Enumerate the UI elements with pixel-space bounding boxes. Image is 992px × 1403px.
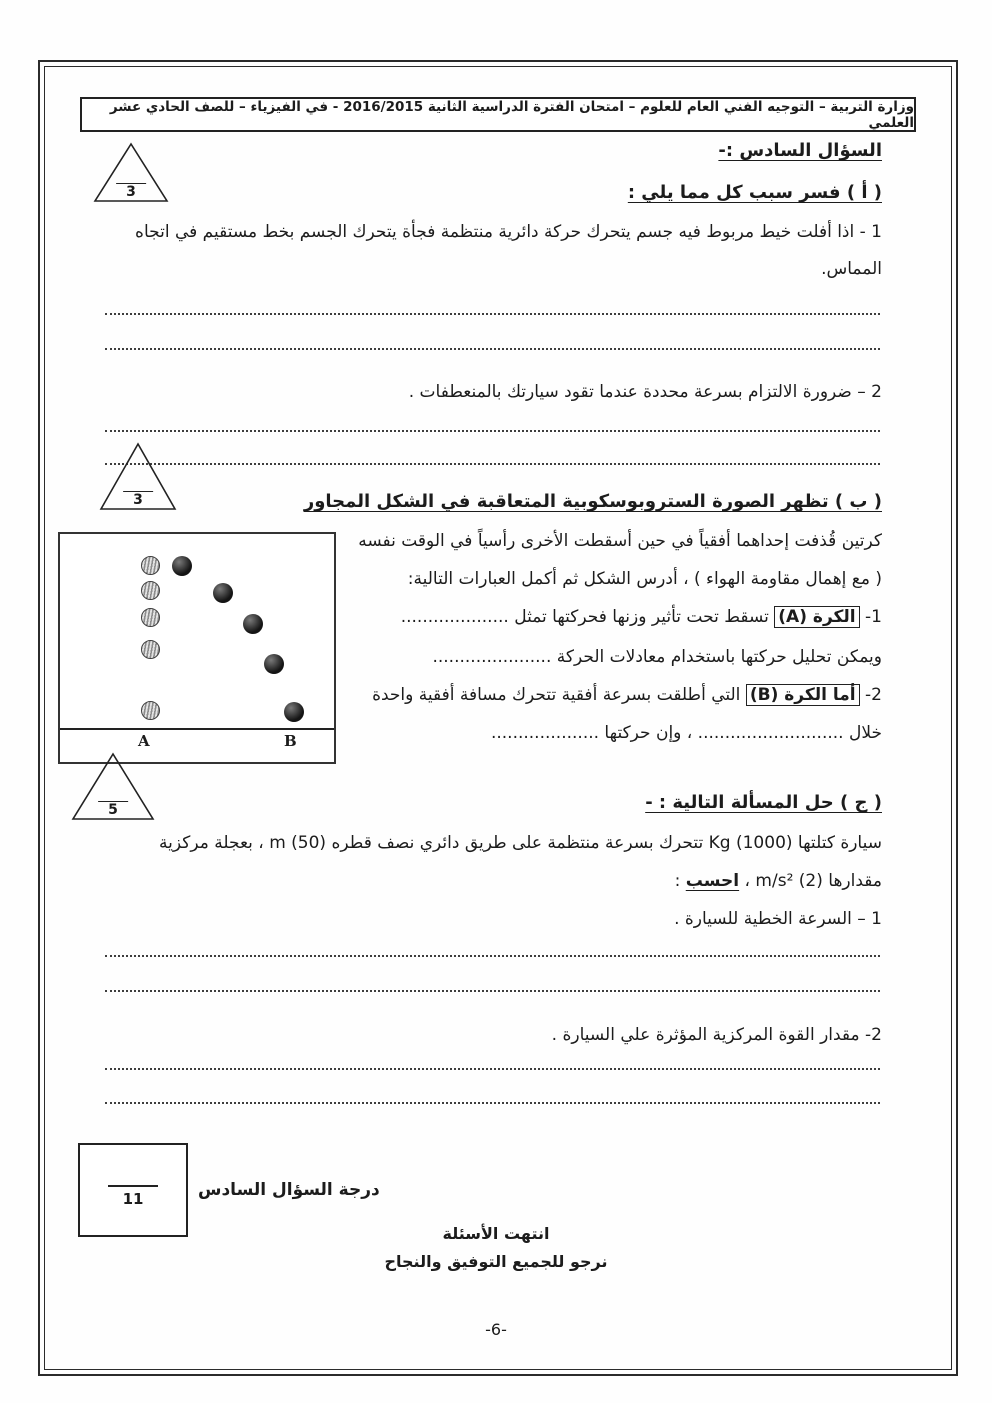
part-b-intro-line2: ( مع إهمال مقاومة الهواء ) ، أدرس الشكل ثم أكمل العبارات التالية: bbox=[407, 569, 882, 589]
stroboscopic-figure bbox=[58, 532, 336, 764]
part-b-item2-boxed-term: أما الكرة (B) bbox=[746, 684, 860, 706]
stroboscopic-ball-b bbox=[284, 702, 304, 722]
marks-value-c: 5 bbox=[98, 801, 128, 819]
marks-triangle-part-a bbox=[92, 142, 170, 204]
answer-dotted-line bbox=[105, 313, 880, 315]
good-luck-text: نرجو للجميع التوفيق والنجاح bbox=[384, 1252, 608, 1271]
marks-value-a: 3 bbox=[116, 183, 146, 201]
stroboscopic-ball-b bbox=[264, 654, 284, 674]
part-a-heading: ( أ ) فسر سبب كل مما يلي : bbox=[627, 182, 882, 203]
part-b-item1-line2: ويمكن تحليل حركتها باستخدام معادلات الحركة ...................... bbox=[432, 647, 882, 667]
answer-dotted-line bbox=[105, 348, 880, 350]
stroboscopic-ball-b bbox=[172, 556, 192, 576]
part-c-item2: 2- مقدار القوة المركزية المؤثرة علي السيارة . bbox=[551, 1025, 882, 1045]
marks-triangle-part-c bbox=[70, 752, 156, 822]
marks-triangle-part-b bbox=[98, 442, 178, 512]
stroboscopic-ball-b bbox=[243, 614, 263, 634]
answer-dotted-line bbox=[105, 1102, 880, 1104]
part-c-heading: ( ج ) حل المسألة التالية : - bbox=[645, 792, 882, 813]
marks-value-b: 3 bbox=[123, 491, 153, 509]
part-c-calc-word: احسب bbox=[685, 871, 740, 891]
stroboscopic-ball-a bbox=[141, 640, 160, 659]
part-b-item1-number: 1- bbox=[859, 607, 882, 627]
exam-header bbox=[80, 97, 916, 132]
score-label: درجة السؤال السادس bbox=[198, 1180, 380, 1200]
answer-dotted-line bbox=[105, 955, 880, 957]
part-b-intro-line1: كرتين قُذفت إحداهما أفقياً في حين أسقطت الأخرى رأسياً في الوقت نفسه bbox=[358, 531, 882, 551]
stroboscopic-ball-a bbox=[141, 581, 160, 600]
question-title: السؤال السادس :- bbox=[718, 140, 882, 161]
part-b-heading: ( ب ) تظهر الصورة الستروبوسكوبية المتعاقبة في الشكل المجاور bbox=[303, 491, 882, 512]
stroboscopic-ball-b bbox=[213, 583, 233, 603]
figure-label-a: A bbox=[138, 732, 150, 750]
score-box bbox=[78, 1143, 188, 1237]
exam-header-title: وزارة التربية – التوجيه الفني العام للعلوم – امتحان الفترة الدراسية الثانية 2016/2015 - في الفيزياء – للصف الحادي عشر العلمي bbox=[109, 98, 914, 131]
part-a-item2: 2 – ضرورة الالتزام بسرعة محددة عندما تقود سيارتك بالمنعطفات . bbox=[408, 382, 882, 402]
score-total: 11 bbox=[122, 1190, 144, 1208]
part-b-item2-line2: خلال ........................... ، وإن حركتها .................... bbox=[490, 723, 882, 743]
figure-label-b: B bbox=[284, 732, 297, 750]
page-number: -6- bbox=[485, 1320, 507, 1339]
stroboscopic-ball-a bbox=[141, 556, 160, 575]
score-blank-line bbox=[108, 1185, 158, 1187]
part-b-item2-number: 2- bbox=[859, 685, 882, 705]
part-a-item1-line1: 1 - اذا أفلت خيط مربوط فيه جسم يتحرك حركة دائرية منتظمة فجأة يتحرك الجسم بخط مستقيم في اتجاه bbox=[135, 222, 882, 242]
part-b-item2-text: التي أطلقت بسرعة أفقية تتحرك مسافة أفقية واحدة bbox=[372, 685, 746, 705]
stroboscopic-ball-a bbox=[141, 608, 160, 627]
stroboscopic-ball-a bbox=[141, 701, 160, 720]
answer-dotted-line bbox=[105, 990, 880, 992]
answer-dotted-line bbox=[105, 430, 880, 432]
part-b-item1-boxed-term: الكرة (A) bbox=[774, 606, 859, 628]
figure-ground-line bbox=[60, 728, 334, 730]
part-b-item1-line1 bbox=[401, 606, 882, 630]
part-b-item1-text: تسقط تحت تأثير وزنها فحركتها تمثل .................... bbox=[400, 607, 775, 627]
part-c-line2 bbox=[675, 870, 882, 894]
part-c-item1: 1 – السرعة الخطية للسيارة . bbox=[674, 909, 882, 929]
answer-dotted-line bbox=[105, 463, 880, 465]
part-c-line2-post: : bbox=[674, 871, 686, 891]
part-a-item1-line2: المماس. bbox=[821, 259, 882, 279]
answer-dotted-line bbox=[105, 1068, 880, 1070]
part-c-line1: سيارة كتلتها Kg (1000) تتحرك بسرعة منتظمة على طريق دائري نصف قطره m (50) ، بعجلة مركزية bbox=[159, 833, 882, 853]
part-c-line2-pre: مقدارها m/s² (2) ، bbox=[739, 871, 882, 891]
end-of-questions-text: انتهت الأسئلة bbox=[442, 1224, 550, 1243]
part-b-item2-line1 bbox=[372, 684, 882, 708]
